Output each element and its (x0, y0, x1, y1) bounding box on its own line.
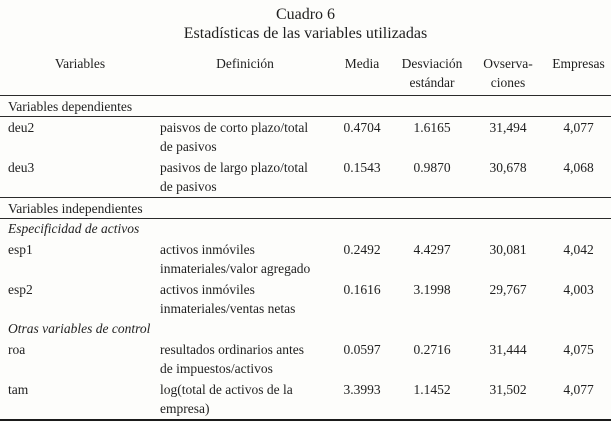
desviacion-cell: 0.2716 (413, 342, 451, 357)
observaciones-cell: 31,494 (489, 120, 527, 135)
definition-line-2: empresa) (160, 401, 210, 416)
definition-cell (160, 117, 330, 158)
media-cell: 0.0597 (343, 342, 381, 357)
col-header-observaciones: Ovserva- ciones (470, 43, 546, 96)
empresas-cell: 4,075 (563, 342, 594, 357)
desviacion-cell: 1.1452 (413, 382, 451, 397)
empresas-cell: 4,077 (563, 382, 594, 397)
section-label: Variables independientes (0, 198, 611, 219)
col-header-media: Media (330, 43, 394, 96)
definition-line-1: activos inmóviles (160, 242, 255, 257)
desviacion-cell: 1.6165 (413, 120, 451, 135)
definition-line-1: activos inmóviles (160, 282, 255, 297)
desviacion-cell: 3.1998 (413, 282, 451, 297)
caption-title: Estadísticas de las variables utilizadas (183, 25, 428, 42)
subsection-row-otras-variables (0, 319, 611, 339)
variable-cell: esp1 (8, 242, 33, 257)
variable-cell: tam (8, 382, 29, 397)
desviacion-cell: 0.9870 (413, 160, 451, 175)
observaciones-cell: 31,444 (489, 342, 527, 357)
observaciones-cell: 30,081 (489, 242, 527, 257)
definition-cell (160, 339, 330, 379)
table-row-esp1 (0, 239, 611, 279)
variable-cell: deu2 (8, 120, 35, 135)
empresas-cell: 4,003 (563, 282, 594, 297)
definition-line-2: inmateriales/valor agregado (160, 261, 311, 276)
media-cell: 3.3993 (343, 382, 381, 397)
observaciones-cell: 30,678 (489, 160, 527, 175)
col-header-variables: Variables (0, 43, 160, 96)
section-row-variables-dependientes (0, 96, 611, 117)
variable-cell: roa (8, 342, 26, 357)
definition-line-1: paisvos de corto plazo/total (160, 120, 309, 135)
definition-line-2: inmateriales/ventas netas (160, 301, 296, 316)
empresas-cell: 4,077 (563, 120, 594, 135)
definition-cell (160, 279, 330, 319)
col-header-empresas: Empresas (546, 43, 611, 96)
table-row-esp2 (0, 279, 611, 319)
table-row-roa (0, 339, 611, 379)
desviacion-cell: 4.4297 (413, 242, 451, 257)
media-cell: 0.4704 (343, 120, 381, 135)
table-row-deu2 (0, 117, 611, 158)
empresas-cell: 4,042 (563, 242, 594, 257)
definition-line-1: log(total de activos de la (160, 382, 293, 397)
col-header-definicion: Definición (160, 43, 330, 96)
definition-cell (160, 239, 330, 279)
table-row-tam (0, 379, 611, 420)
table-header-row (0, 43, 611, 96)
media-cell: 0.1543 (343, 160, 381, 175)
definition-line-2: de impuestos/activos (160, 361, 273, 376)
variable-cell: esp2 (8, 282, 33, 297)
caption-number: Cuadro 6 (275, 6, 336, 23)
section-label: Variables dependientes (0, 96, 611, 117)
observaciones-cell: 31,502 (489, 382, 527, 397)
subsection-label: Otras variables de control (8, 321, 151, 336)
subsection-row-especificidad (0, 219, 611, 240)
definition-line-1: resultados ordinarios antes (160, 342, 304, 357)
definition-line-1: pasivos de largo plazo/total (160, 160, 308, 175)
observaciones-cell: 29,767 (489, 282, 527, 297)
subsection-label: Especificidad de activos (8, 221, 140, 236)
media-cell: 0.1616 (343, 282, 381, 297)
section-row-variables-independientes (0, 198, 611, 219)
media-cell: 0.2492 (343, 242, 381, 257)
definition-line-2: de pasivos (160, 139, 217, 154)
definition-cell (160, 157, 330, 198)
definition-line-2: de pasivos (160, 179, 217, 194)
table-caption (0, 0, 611, 43)
definition-cell (160, 379, 330, 420)
empresas-cell: 4,068 (563, 160, 594, 175)
variable-cell: deu3 (8, 160, 35, 175)
table-row-deu3 (0, 157, 611, 198)
col-header-desviacion: Desviación estándar (394, 43, 470, 96)
statistics-table (0, 43, 611, 421)
